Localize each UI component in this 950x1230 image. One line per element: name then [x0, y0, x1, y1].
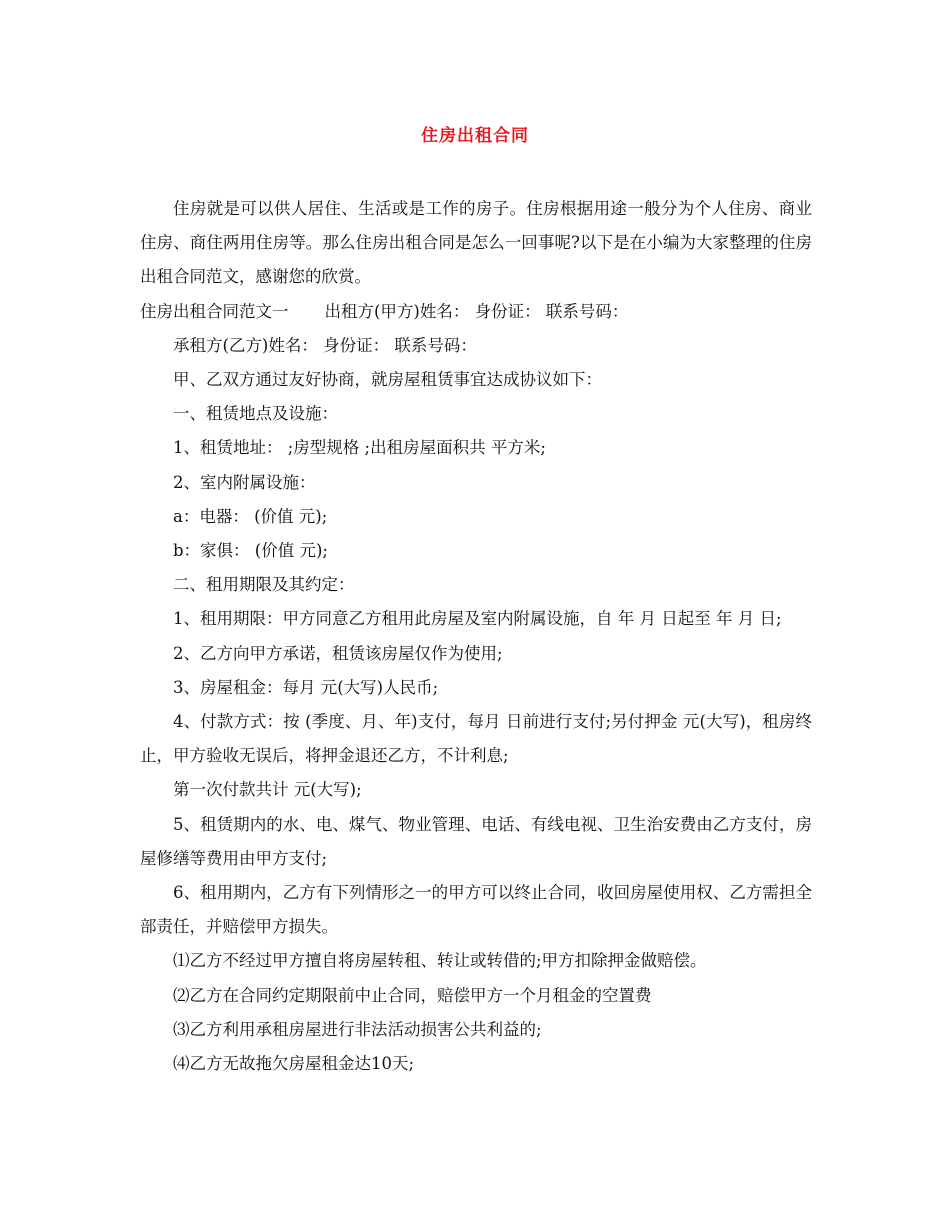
- clause-1-1: 1、租赁地址： ;房型规格 ;出租房屋面积共 平方米;: [173, 438, 546, 458]
- sample-line: [140, 295, 812, 329]
- clause-1-2: 2、室内附属设施：: [173, 472, 316, 492]
- sample-heading: 住房出租合同范文一: [140, 301, 289, 321]
- document-body: [140, 192, 812, 1081]
- clause-2-5: 5、租赁期内的水、电、煤气、物业管理、电话、有线电视、卫生治安费由乙方支付，房屋修缮等费用由甲方支付;: [140, 814, 812, 868]
- clause-1-2a: a：电器： (价值 元);: [173, 506, 328, 526]
- document-title: 住房出租合同: [421, 126, 529, 146]
- section-1-heading: 一、租赁地点及设施：: [173, 404, 338, 424]
- clause-2-3: 3、房屋租金：每月 元(大写)人民币;: [173, 677, 439, 697]
- intro-paragraph: 住房就是可以供人居住、生活或是工作的房子。住房根据用途一般分为个人住房、商业住房、商住两用住房等。那么住房出租合同是怎么一回事呢?以下是在小编为大家整理的住房出租合同范文，感谢您的欣赏。: [140, 199, 812, 287]
- clause-2-4: 4、付款方式：按 (季度、月、年)支付，每月 日前进行支付;另付押金 元(大写)，租房终止，甲方验收无误后，将押金退还乙方，不计利息;: [140, 712, 812, 766]
- clause-2-6-1: ⑴乙方不经过甲方擅自将房屋转租、转让或转借的;甲方扣除押金做赔偿。: [173, 951, 707, 971]
- clause-2-6-2: ⑵乙方在合同约定期限前中止合同，赔偿甲方一个月租金的空置费: [173, 985, 652, 1005]
- clause-2-2: 2、乙方向甲方承诺，租赁该房屋仅作为使用;: [173, 643, 503, 663]
- clause-2-6-4: ⑷乙方无故拖欠房屋租金达10天;: [173, 1054, 415, 1074]
- agreement-line: 甲、乙双方通过友好协商，就房屋租赁事宜达成协议如下：: [173, 370, 602, 390]
- clause-1-2b: b：家俱： (价值 元);: [173, 541, 328, 561]
- clause-2-4b: 第一次付款共计 元(大写);: [173, 780, 362, 800]
- clause-2-6-3: ⑶乙方利用承租房屋进行非法活动损害公共利益的;: [173, 1019, 542, 1039]
- party-b-line: 承租方(乙方)姓名： 身份证： 联系号码：: [173, 335, 477, 355]
- clause-2-1: 1、租用期限：甲方同意乙方租用此房屋及室内附属设施，自 年 月 日起至 年 月 日;: [173, 609, 782, 629]
- section-2-heading: 二、租用期限及其约定：: [173, 575, 355, 595]
- clause-2-6: 6、租用期内，乙方有下列情形之一的甲方可以终止合同，收回房屋使用权、乙方需担全部责任，并赔偿甲方损失。: [140, 883, 812, 937]
- party-a-line: 出租方(甲方)姓名： 身份证： 联系号码：: [324, 301, 629, 321]
